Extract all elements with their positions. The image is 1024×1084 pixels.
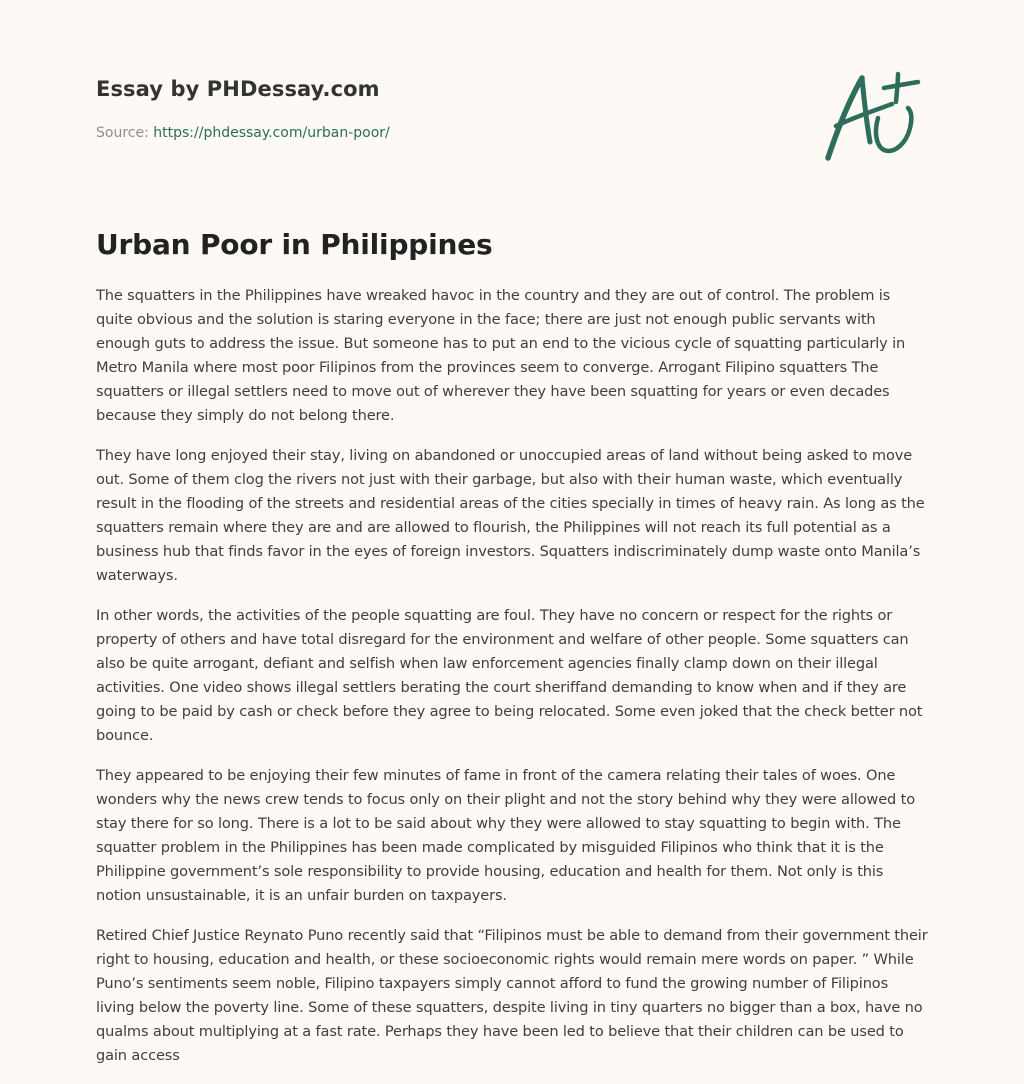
paragraph: Retired Chief Justice Reynato Puno recently said that “Filipinos must be able to demand from their government their right to housing, education and health, or these socioeconomic rights would remain mere words on paper. ” While Puno’s sentiments seem noble, Filipino taxpayers simply cannot afford to fund the growing number of Filipinos living below the poverty line. Some of these squatters, despite living in tiny quarters no bigger than a box, have no qualms about multiplying at a fast rate. Perhaps they have been led to believe that their children can be used to gain access (96, 927, 928, 1064)
paragraph: They appeared to be enjoying their few minutes of fame in front of the camera relating their tales of woes. One wonders why the news crew tends to focus only on their plight and not the story behind why they were allowed to stay there for so long. There is a lot to be said about why they were allowed to stay squatting to begin with. The squatter problem in the Philippines has been made complicated by misguided Filipinos who think that it is the Philippine government’s sole responsibility to provide housing, education and health for them. Not only is this notion unsustainable, it is an unfair burden on taxpayers. (96, 767, 915, 904)
brand-title: Essay by PHDessay.com (96, 77, 380, 101)
source-link[interactable]: https://phdessay.com/urban-poor/ (153, 125, 390, 141)
paragraph: The squatters in the Philippines have wreaked havoc in the country and they are out of control. The problem is quite obvious and the solution is staring everyone in the face; there are just not enough public servants with enough guts to address the issue. But someone has to put an end to the vicious cycle of squatting particularly in Metro Manila where most poor Filipinos from the provinces seem to converge. Arrogant Filipino squatters The squatters or illegal settlers need to move out of wherever they have been squatting for years or even decades because they simply do not belong there. (96, 287, 906, 424)
paragraph: In other words, the activities of the people squatting are foul. They have no concern or respect for the rights or property of others and have total disregard for the environment and welfare of other people. Some squatters can also be quite arrogant, defiant and selfish when law enforcement agencies finally clamp down on their illegal activities. One video shows illegal settlers berating the court sheriffand demanding to know when and if they are going to be paid by cash or check before they agree to being relocated. Some even joked that the check better not bounce. (96, 607, 923, 744)
essay-body (96, 284, 928, 1084)
source-label: Source: (96, 125, 154, 141)
a-plus-grade-icon (822, 68, 928, 166)
source-line (96, 124, 390, 142)
essay-title: Urban Poor in Philippines (96, 228, 493, 261)
paragraph: They have long enjoyed their stay, living on abandoned or unoccupied areas of land without being asked to move out. Some of them clog the rivers not just with their garbage, but also with their human waste, which eventually result in the flooding of the streets and residential areas of the cities specially in times of heavy rain. As long as the squatters remain where they are and are allowed to flourish, the Philippines will not reach its full potential as a business hub that finds favor in the eyes of foreign investors. Squatters indiscriminately dump waste onto Manila’s waterways. (96, 447, 925, 584)
site-header (96, 74, 380, 104)
